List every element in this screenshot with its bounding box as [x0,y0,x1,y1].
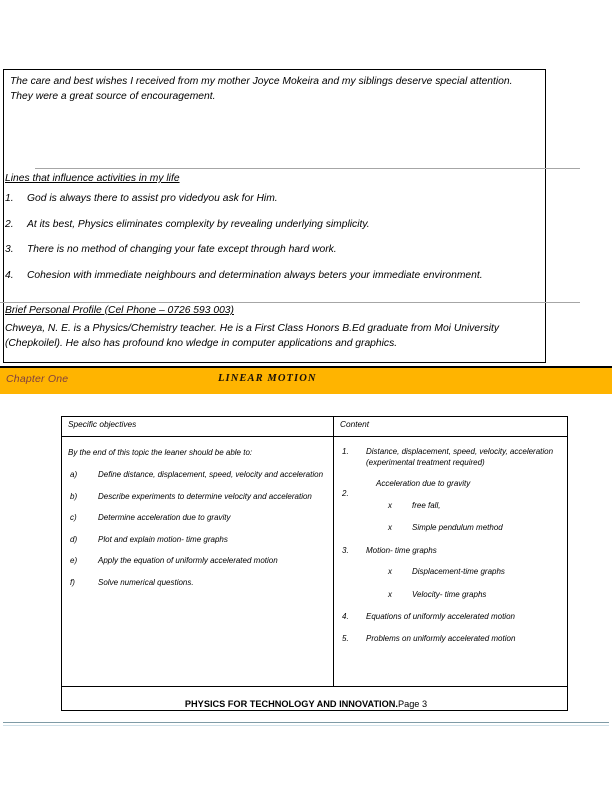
objective-text: Apply the equation of uniformly accelerated motion [98,556,278,565]
objective-item [68,492,327,503]
influence-lines-list [5,192,535,294]
footer-page-number: Page 3 [397,699,428,709]
table-header-row [62,417,568,437]
objective-text: Define distance, displacement, speed, velocity and acceleration [98,470,324,479]
list-item-text: At its best, Physics eliminates complexity by revealing underlying simplicity. [27,218,370,230]
content-item [340,479,561,498]
list-item-text: God is always there to assist pro videdyou ask for Him. [27,193,278,204]
syllabus-table [61,416,568,711]
list-item [5,218,535,233]
chapter-banner [0,366,612,394]
content-subitem [340,501,561,512]
divider-rule-upper [35,168,580,169]
objective-item [68,556,327,567]
list-item-text: There is no method of changing your fate except through hard work. [27,244,337,256]
objective-marker: a) [70,470,78,479]
footer-rule-dark [3,722,609,723]
content-item [340,612,561,623]
content-subitem-text: Displacement-time graphs [412,567,505,576]
bullet-x-icon: x [388,567,392,576]
footer-title: PHYSICS FOR TECHNOLOGY AND INNOVATION. [184,699,398,709]
acknowledgement-paragraph: The care and best wishes I received from my mother Joyce Mokeira and my siblings deserve special attention. They were a great source of encouragement. [10,76,513,102]
content-text: Distance, displacement, speed, velocity, acceleration (experimental treatment required) [366,447,554,467]
objective-text: Solve numerical questions. [98,577,194,587]
table-body-row [62,437,568,687]
list-item [5,192,535,207]
objective-item [68,513,327,524]
content-marker: 2. [342,489,349,498]
divider-rule-lower [0,302,580,303]
footer-rule-light [3,725,609,726]
content-marker: 5. [342,633,349,643]
objective-text: Plot and explain motion- time graphs [98,534,228,544]
content-subitem [340,567,561,578]
chapter-title: LINEAR MOTION [218,373,317,384]
objective-item [68,535,327,546]
content-text: Motion- time graphs [366,545,437,555]
list-item [5,269,535,284]
objectives-cell [62,437,334,687]
content-subitem [340,590,561,601]
content-subitem [340,523,561,534]
bullet-x-icon: x [388,523,392,532]
content-marker: 1. [342,447,349,456]
content-marker: 4. [342,612,349,621]
content-subitem-text: free fall, [412,500,441,510]
bullet-x-icon: x [388,500,392,510]
objective-marker: e) [70,556,78,565]
content-item [340,447,561,468]
content-item [340,634,561,645]
bullet-x-icon: x [388,589,392,599]
objective-item [68,470,327,481]
list-item-number: 1. [5,193,14,204]
objective-text: Determine acceleration due to gravity [98,513,231,522]
list-item-number: 3. [5,244,14,256]
list-item-text: Cohesion with immediate neighbours and determination always beters your immediate environment. [27,269,483,281]
profile-heading: Brief Personal Profile (Cel Phone – 0726 593 003) [5,305,234,316]
column-header-specific-objectives: Specific objectives [62,417,334,437]
objective-marker: f) [70,577,75,587]
content-subitem-text: Velocity- time graphs [412,589,487,599]
content-item [340,546,561,557]
list-item-number: 4. [5,269,14,281]
content-text: Equations of uniformly accelerated motion [366,612,515,621]
content-text: Acceleration due to gravity [376,479,471,488]
objective-marker: d) [70,534,78,544]
list-item-number: 2. [5,218,14,230]
page-footer [0,699,612,709]
lines-heading: Lines that influence activities in my life [5,173,180,184]
content-subitem-text: Simple pendulum method [412,523,503,532]
objective-marker: c) [70,513,77,522]
column-header-content: Content [334,417,568,437]
objective-item [68,578,327,589]
profile-paragraph: Chweya, N. E. is a Physics/Chemistry teacher. He is a First Class Honors B.Ed graduate from Moi University (Chepkoilel). He also has profound kno wledge in computer applications and graphics. [5,323,500,349]
objective-text: Describe experiments to determine velocity and acceleration [98,491,312,501]
objectives-intro: By the end of this topic the leaner should be able to: [68,448,253,457]
chapter-label: Chapter One [6,373,69,385]
content-cell [334,437,568,687]
content-marker: 3. [342,545,349,555]
objective-marker: b) [70,491,78,501]
list-item [5,243,535,258]
content-text: Problems on uniformly accelerated motion [366,633,516,643]
